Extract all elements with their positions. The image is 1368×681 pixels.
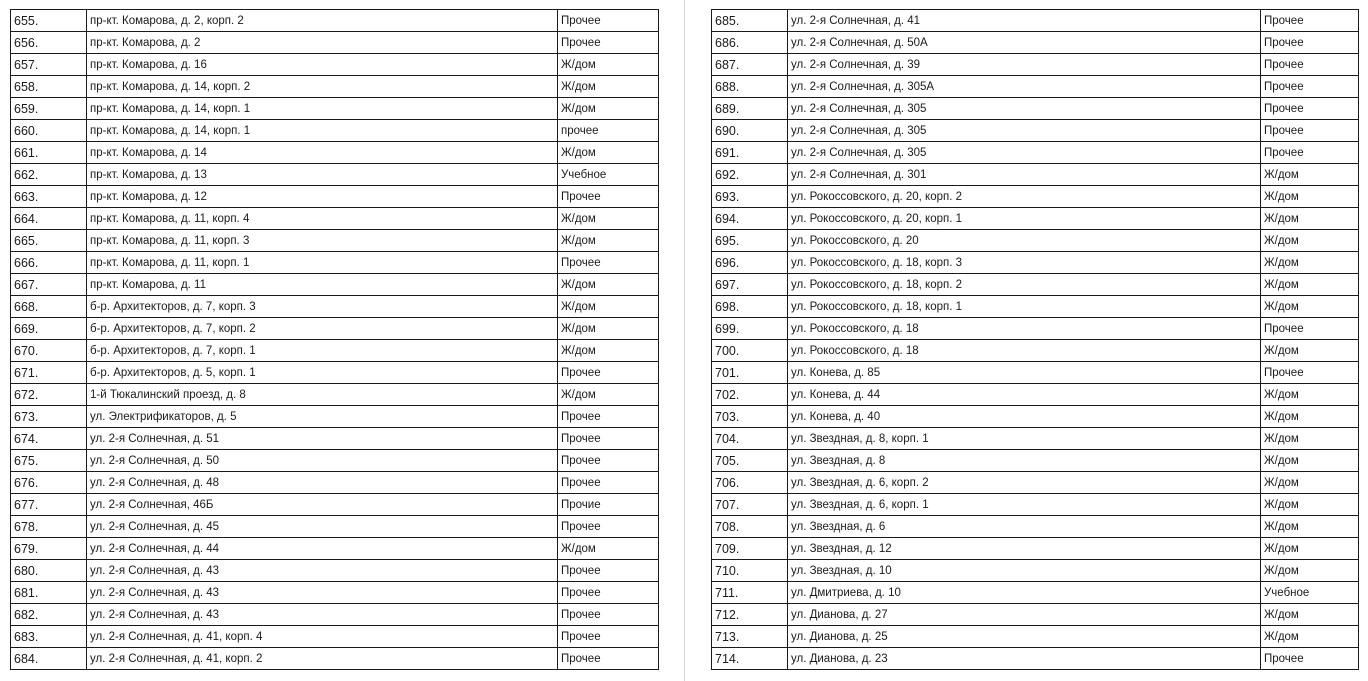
row-number: 684.	[11, 648, 87, 670]
address-cell: ул. Звездная, д. 12	[788, 538, 1261, 560]
table-row	[11, 582, 659, 604]
building-type-cell: Прочее	[1261, 32, 1359, 54]
row-number: 704.	[712, 428, 788, 450]
building-type-cell: Ж/дом	[558, 318, 659, 340]
table-row	[11, 604, 659, 626]
table-row	[11, 318, 659, 340]
row-number: 657.	[11, 54, 87, 76]
table-row	[11, 538, 659, 560]
building-type-cell: Прочее	[1261, 54, 1359, 76]
row-number: 673.	[11, 406, 87, 428]
row-number: 705.	[712, 450, 788, 472]
row-number: 669.	[11, 318, 87, 340]
table-row	[11, 252, 659, 274]
table-row	[712, 516, 1359, 538]
building-type-cell: Учебное	[1261, 582, 1359, 604]
address-cell: ул. 2-я Солнечная, д. 305	[788, 120, 1261, 142]
address-cell: пр-кт. Комарова, д. 11, корп. 3	[87, 230, 558, 252]
building-type-cell: Ж/дом	[558, 142, 659, 164]
row-number: 695.	[712, 230, 788, 252]
table-row	[712, 318, 1359, 340]
building-type-cell: Ж/дом	[1261, 340, 1359, 362]
address-cell: ул. Дианова, д. 23	[788, 648, 1261, 670]
address-cell: ул. 2-я Солнечная, д. 50	[87, 450, 558, 472]
row-number: 693.	[712, 186, 788, 208]
table-row	[712, 450, 1359, 472]
table-row	[11, 340, 659, 362]
building-type-cell: Прочее	[558, 560, 659, 582]
building-type-cell: Ж/дом	[558, 296, 659, 318]
table-row	[11, 186, 659, 208]
row-number: 690.	[712, 120, 788, 142]
table-row	[712, 604, 1359, 626]
row-number: 671.	[11, 362, 87, 384]
table-row	[712, 120, 1359, 142]
building-type-cell: Ж/дом	[558, 54, 659, 76]
address-cell: ул. Конева, д. 40	[788, 406, 1261, 428]
building-type-cell: Прочее	[1261, 318, 1359, 340]
address-cell: б-р. Архитекторов, д. 7, корп. 1	[87, 340, 558, 362]
row-number: 680.	[11, 560, 87, 582]
row-number: 656.	[11, 32, 87, 54]
row-number: 655.	[11, 10, 87, 32]
row-number: 706.	[712, 472, 788, 494]
row-number: 683.	[11, 626, 87, 648]
address-table-right-body	[712, 10, 1359, 670]
building-type-cell: Прочее	[1261, 10, 1359, 32]
address-cell: ул. Дианова, д. 27	[788, 604, 1261, 626]
row-number: 697.	[712, 274, 788, 296]
row-number: 682.	[11, 604, 87, 626]
table-row	[11, 164, 659, 186]
table-row	[11, 296, 659, 318]
row-number: 681.	[11, 582, 87, 604]
row-number: 661.	[11, 142, 87, 164]
table-row	[11, 362, 659, 384]
row-number: 658.	[11, 76, 87, 98]
row-number: 687.	[712, 54, 788, 76]
table-row	[712, 494, 1359, 516]
address-cell: пр-кт. Комарова, д. 14, корп. 1	[87, 120, 558, 142]
table-row	[712, 142, 1359, 164]
row-number: 710.	[712, 560, 788, 582]
row-number: 659.	[11, 98, 87, 120]
address-cell: ул. 2-я Солнечная, д. 39	[788, 54, 1261, 76]
table-row	[11, 274, 659, 296]
building-type-cell: Ж/дом	[1261, 428, 1359, 450]
address-cell: ул. Рокоссовского, д. 18	[788, 340, 1261, 362]
address-cell: ул. 2-я Солнечная, д. 41, корп. 4	[87, 626, 558, 648]
row-number: 666.	[11, 252, 87, 274]
table-row	[11, 472, 659, 494]
table-row	[712, 406, 1359, 428]
table-row	[11, 626, 659, 648]
table-row	[712, 76, 1359, 98]
row-number: 674.	[11, 428, 87, 450]
row-number: 663.	[11, 186, 87, 208]
table-row	[11, 98, 659, 120]
address-cell: ул. 2-я Солнечная, д. 43	[87, 604, 558, 626]
table-row	[11, 494, 659, 516]
row-number: 676.	[11, 472, 87, 494]
building-type-cell: Ж/дом	[558, 230, 659, 252]
table-row	[11, 120, 659, 142]
building-type-cell: Прочее	[558, 406, 659, 428]
table-row	[712, 54, 1359, 76]
address-cell: ул. Звездная, д. 8, корп. 1	[788, 428, 1261, 450]
address-cell: пр-кт. Комарова, д. 14, корп. 2	[87, 76, 558, 98]
address-cell: ул. Звездная, д. 8	[788, 450, 1261, 472]
address-cell: ул. 2-я Солнечная, д. 41	[788, 10, 1261, 32]
row-number: 688.	[712, 76, 788, 98]
building-type-cell: Прочее	[558, 186, 659, 208]
table-row	[712, 296, 1359, 318]
address-cell: пр-кт. Комарова, д. 14, корп. 1	[87, 98, 558, 120]
row-number: 675.	[11, 450, 87, 472]
building-type-cell: Прочие	[558, 494, 659, 516]
address-cell: пр-кт. Комарова, д. 11, корп. 4	[87, 208, 558, 230]
address-cell: ул. 2-я Солнечная, д. 305	[788, 142, 1261, 164]
table-row	[11, 32, 659, 54]
address-cell: ул. Звездная, д. 6, корп. 2	[788, 472, 1261, 494]
address-cell: ул. Дмитриева, д. 10	[788, 582, 1261, 604]
building-type-cell: Ж/дом	[1261, 208, 1359, 230]
table-row	[11, 54, 659, 76]
address-cell: ул. 2-я Солнечная, д. 45	[87, 516, 558, 538]
row-number: 702.	[712, 384, 788, 406]
building-type-cell: Ж/дом	[1261, 538, 1359, 560]
row-number: 686.	[712, 32, 788, 54]
address-cell: б-р. Архитекторов, д. 7, корп. 2	[87, 318, 558, 340]
building-type-cell: Ж/дом	[1261, 406, 1359, 428]
building-type-cell: Прочее	[1261, 648, 1359, 670]
row-number: 670.	[11, 340, 87, 362]
row-number: 703.	[712, 406, 788, 428]
row-number: 668.	[11, 296, 87, 318]
building-type-cell: Прочее	[1261, 120, 1359, 142]
address-cell: ул. 2-я Солнечная, д. 43	[87, 560, 558, 582]
table-row	[712, 340, 1359, 362]
address-cell: ул. Рокоссовского, д. 18, корп. 1	[788, 296, 1261, 318]
row-number: 698.	[712, 296, 788, 318]
row-number: 701.	[712, 362, 788, 384]
row-number: 696.	[712, 252, 788, 274]
row-number: 678.	[11, 516, 87, 538]
table-row	[712, 208, 1359, 230]
table-row	[11, 208, 659, 230]
building-type-cell: Прочее	[1261, 142, 1359, 164]
building-type-cell: Ж/дом	[558, 98, 659, 120]
address-cell: ул. 2-я Солнечная, д. 48	[87, 472, 558, 494]
address-cell: пр-кт. Комарова, д. 11, корп. 1	[87, 252, 558, 274]
table-row	[712, 98, 1359, 120]
building-type-cell: Ж/дом	[1261, 296, 1359, 318]
building-type-cell: Прочее	[558, 582, 659, 604]
address-cell: ул. Рокоссовского, д. 20, корп. 1	[788, 208, 1261, 230]
row-number: 667.	[11, 274, 87, 296]
building-type-cell: Ж/дом	[1261, 186, 1359, 208]
row-number: 691.	[712, 142, 788, 164]
address-cell: пр-кт. Комарова, д. 12	[87, 186, 558, 208]
building-type-cell: Прочее	[558, 626, 659, 648]
row-number: 694.	[712, 208, 788, 230]
address-cell: ул. Звездная, д. 10	[788, 560, 1261, 582]
address-cell: пр-кт. Комарова, д. 14	[87, 142, 558, 164]
table-row	[712, 164, 1359, 186]
address-cell: ул. 2-я Солнечная, д. 41, корп. 2	[87, 648, 558, 670]
building-type-cell: прочее	[558, 120, 659, 142]
row-number: 689.	[712, 98, 788, 120]
table-row	[11, 384, 659, 406]
address-cell: ул. Рокоссовского, д. 18, корп. 2	[788, 274, 1261, 296]
table-row	[712, 384, 1359, 406]
address-cell: ул. 2-я Солнечная, 46Б	[87, 494, 558, 516]
building-type-cell: Прочее	[1261, 76, 1359, 98]
address-table-left	[10, 9, 659, 670]
address-cell: ул. Рокоссовского, д. 18, корп. 3	[788, 252, 1261, 274]
table-row	[712, 538, 1359, 560]
building-type-cell: Ж/дом	[1261, 384, 1359, 406]
row-number: 679.	[11, 538, 87, 560]
table-row	[712, 626, 1359, 648]
address-cell: ул. 2-я Солнечная, д. 305А	[788, 76, 1261, 98]
address-cell: пр-кт. Комарова, д. 16	[87, 54, 558, 76]
address-cell: ул. Звездная, д. 6	[788, 516, 1261, 538]
building-type-cell: Прочее	[1261, 98, 1359, 120]
building-type-cell: Прочее	[558, 604, 659, 626]
building-type-cell: Прочее	[1261, 362, 1359, 384]
table-row	[712, 428, 1359, 450]
address-cell: ул. Звездная, д. 6, корп. 1	[788, 494, 1261, 516]
building-type-cell: Ж/дом	[558, 76, 659, 98]
table-row	[712, 274, 1359, 296]
building-type-cell: Ж/дом	[1261, 560, 1359, 582]
row-number: 685.	[712, 10, 788, 32]
row-number: 672.	[11, 384, 87, 406]
row-number: 711.	[712, 582, 788, 604]
table-row	[712, 582, 1359, 604]
row-number: 714.	[712, 648, 788, 670]
address-cell: ул. Рокоссовского, д. 20, корп. 2	[788, 186, 1261, 208]
table-row	[11, 76, 659, 98]
row-number: 662.	[11, 164, 87, 186]
address-cell: пр-кт. Комарова, д. 11	[87, 274, 558, 296]
page-divider	[684, 0, 685, 681]
address-cell: ул. Рокоссовского, д. 18	[788, 318, 1261, 340]
table-row	[11, 428, 659, 450]
row-number: 707.	[712, 494, 788, 516]
row-number: 709.	[712, 538, 788, 560]
address-cell: пр-кт. Комарова, д. 2	[87, 32, 558, 54]
address-cell: ул. Дианова, д. 25	[788, 626, 1261, 648]
table-row	[712, 362, 1359, 384]
building-type-cell: Ж/дом	[1261, 604, 1359, 626]
address-cell: ул. 2-я Солнечная, д. 43	[87, 582, 558, 604]
row-number: 665.	[11, 230, 87, 252]
building-type-cell: Прочее	[558, 362, 659, 384]
table-row	[712, 648, 1359, 670]
row-number: 692.	[712, 164, 788, 186]
building-type-cell: Ж/дом	[558, 208, 659, 230]
building-type-cell: Ж/дом	[558, 340, 659, 362]
row-number: 708.	[712, 516, 788, 538]
address-cell: ул. 2-я Солнечная, д. 305	[788, 98, 1261, 120]
building-type-cell: Ж/дом	[1261, 626, 1359, 648]
row-number: 700.	[712, 340, 788, 362]
row-number: 677.	[11, 494, 87, 516]
address-cell: пр-кт. Комарова, д. 2, корп. 2	[87, 10, 558, 32]
address-cell: ул. 2-я Солнечная, д. 51	[87, 428, 558, 450]
address-cell: б-р. Архитекторов, д. 5, корп. 1	[87, 362, 558, 384]
table-row	[712, 10, 1359, 32]
table-row	[712, 252, 1359, 274]
building-type-cell: Ж/дом	[1261, 164, 1359, 186]
building-type-cell: Прочее	[558, 32, 659, 54]
table-row	[11, 406, 659, 428]
address-table-right	[711, 9, 1359, 670]
table-row	[712, 472, 1359, 494]
row-number: 664.	[11, 208, 87, 230]
address-cell: б-р. Архитекторов, д. 7, корп. 3	[87, 296, 558, 318]
address-cell: ул. 2-я Солнечная, д. 301	[788, 164, 1261, 186]
building-type-cell: Прочее	[558, 450, 659, 472]
table-row	[11, 10, 659, 32]
table-row	[712, 560, 1359, 582]
building-type-cell: Прочее	[558, 516, 659, 538]
building-type-cell: Ж/дом	[1261, 472, 1359, 494]
address-table-left-body	[11, 10, 659, 670]
row-number: 660.	[11, 120, 87, 142]
building-type-cell: Ж/дом	[558, 274, 659, 296]
row-number: 699.	[712, 318, 788, 340]
table-row	[712, 32, 1359, 54]
building-type-cell: Прочее	[558, 10, 659, 32]
address-cell: ул. Электрификаторов, д. 5	[87, 406, 558, 428]
building-type-cell: Ж/дом	[1261, 494, 1359, 516]
building-type-cell: Ж/дом	[1261, 252, 1359, 274]
address-cell: ул. 2-я Солнечная, д. 50А	[788, 32, 1261, 54]
building-type-cell: Ж/дом	[558, 538, 659, 560]
table-row	[11, 450, 659, 472]
building-type-cell: Ж/дом	[1261, 450, 1359, 472]
table-row	[712, 230, 1359, 252]
address-cell: ул. Рокоссовского, д. 20	[788, 230, 1261, 252]
address-cell: ул. 2-я Солнечная, д. 44	[87, 538, 558, 560]
address-cell: ул. Конева, д. 44	[788, 384, 1261, 406]
table-row	[11, 230, 659, 252]
table-row	[11, 516, 659, 538]
building-type-cell: Прочее	[558, 428, 659, 450]
building-type-cell: Ж/дом	[1261, 230, 1359, 252]
building-type-cell: Ж/дом	[1261, 516, 1359, 538]
table-row	[11, 142, 659, 164]
building-type-cell: Прочее	[558, 648, 659, 670]
address-cell: ул. Конева, д. 85	[788, 362, 1261, 384]
row-number: 713.	[712, 626, 788, 648]
table-row	[11, 560, 659, 582]
address-cell: пр-кт. Комарова, д. 13	[87, 164, 558, 186]
building-type-cell: Прочее	[558, 252, 659, 274]
row-number: 712.	[712, 604, 788, 626]
table-row	[712, 186, 1359, 208]
building-type-cell: Ж/дом	[1261, 274, 1359, 296]
building-type-cell: Ж/дом	[558, 384, 659, 406]
building-type-cell: Учебное	[558, 164, 659, 186]
table-row	[11, 648, 659, 670]
building-type-cell: Прочее	[558, 472, 659, 494]
address-cell: 1-й Тюкалинский проезд, д. 8	[87, 384, 558, 406]
